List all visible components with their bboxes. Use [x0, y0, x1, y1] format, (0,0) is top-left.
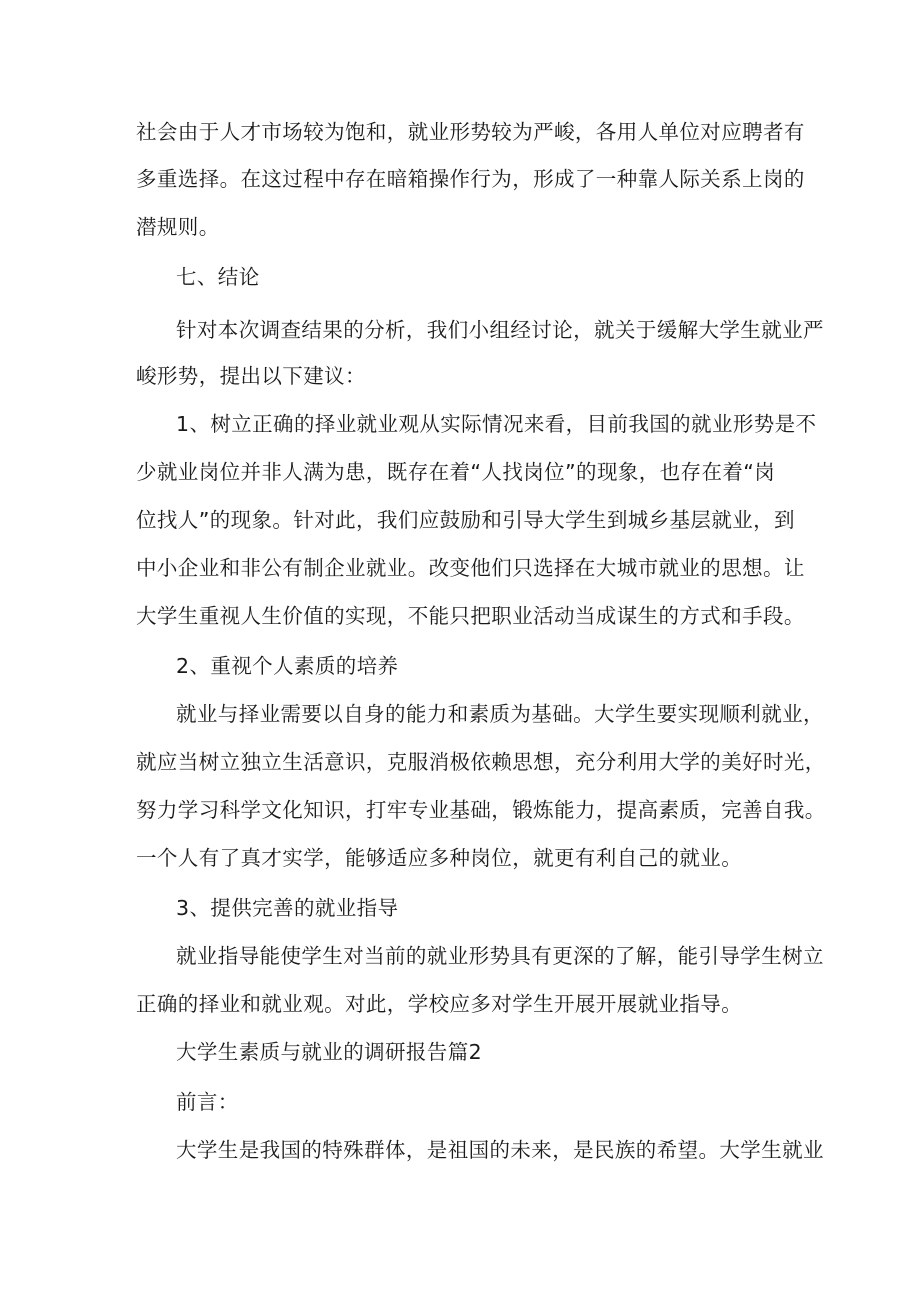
paragraph-line: 少就业岗位并非人满为患，既存在着“人找岗位”的现象，也存在着“岗	[136, 460, 776, 484]
paragraph-line: 中小企业和非公有制企业就业。改变他们只选择在大城市就业的思想。让	[136, 556, 805, 580]
paragraph-line: 正确的择业和就业观。对此，学校应多对学生开展开展就业指导。	[136, 992, 743, 1016]
paragraph-line: 努力学习科学文化知识，打牢专业基础，锻炼能力，提高素质，完善自我。	[136, 798, 826, 822]
paragraph-line: 就应当树立独立生活意识，克服消极依赖思想，充分利用大学的美好时光，	[136, 750, 826, 774]
list-item-heading: 3、提供完善的就业指导	[176, 896, 399, 920]
paragraph-line: 一个人有了真才实学，能够适应多种岗位，就更有利自己的就业。	[136, 846, 743, 870]
list-item-heading: 2、重视个人素质的培养	[176, 654, 399, 678]
paragraph-line: 就业与择业需要以自身的能力和素质为基础。大学生要实现顺利就业，	[176, 702, 824, 726]
paragraph-line: 潜规则。	[136, 215, 220, 239]
paragraph-line: 大学生重视人生价值的实现，不能只把职业活动当成谋生的方式和手段。	[136, 604, 805, 628]
report-title: 大学生素质与就业的调研报告篇2	[176, 1040, 483, 1064]
paragraph-line: 针对本次调查结果的分析，我们小组经讨论，就关于缓解大学生就业严	[176, 318, 824, 342]
list-item-heading: 1、树立正确的择业就业观从实际情况来看，目前我国的就业形势是不	[176, 412, 817, 436]
paragraph-line: 位找人”的现象。针对此，我们应鼓励和引导大学生到城乡基层就业，到	[136, 508, 795, 532]
section-heading: 七、结论	[176, 265, 260, 289]
section-heading: 前言：	[176, 1090, 239, 1114]
paragraph-line: 峻形势，提出以下建议：	[136, 364, 366, 388]
paragraph-line: 多重选择。在这过程中存在暗箱操作行为，形成了一种靠人际关系上岗的	[136, 167, 805, 191]
paragraph-line: 就业指导能使学生对当前的就业形势具有更深的了解，能引导学生树立	[176, 944, 824, 968]
paragraph-line: 大学生是我国的特殊群体，是祖国的未来，是民族的希望。大学生就业	[176, 1138, 824, 1162]
paragraph-line: 社会由于人才市场较为饱和，就业形势较为严峻，各用人单位对应聘者有	[136, 120, 805, 144]
